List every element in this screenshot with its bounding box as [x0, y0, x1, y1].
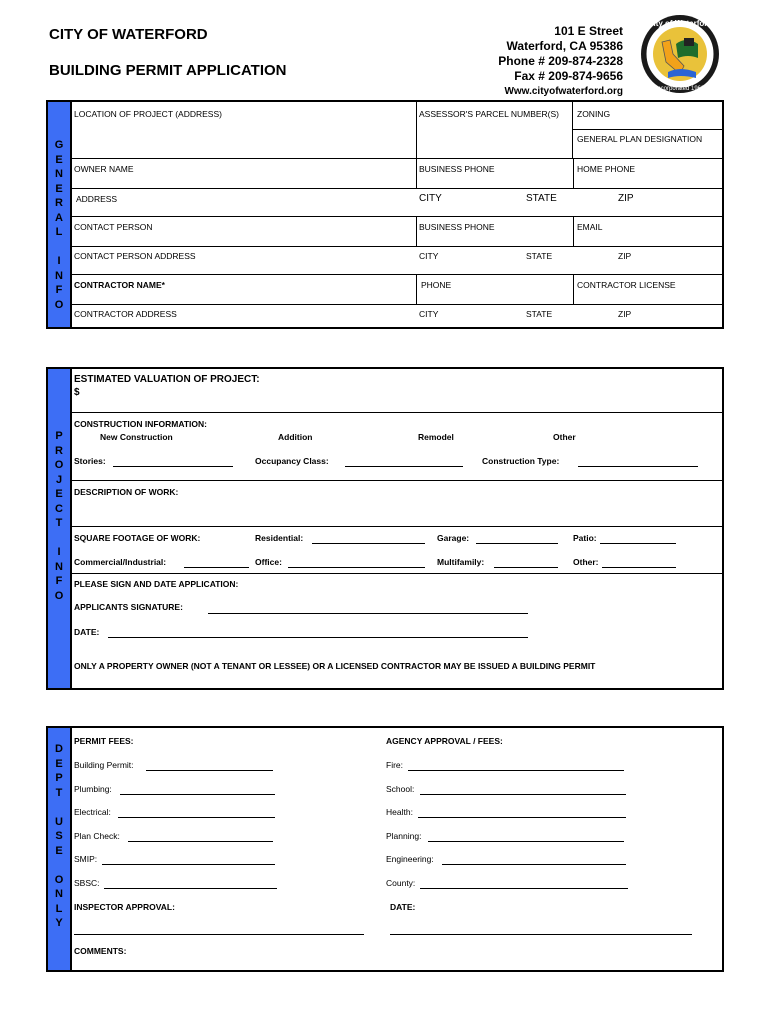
form-title: BUILDING PERMIT APPLICATION [49, 62, 287, 79]
plan-check-label: Plan Check: [74, 831, 120, 841]
city-seal-logo [640, 14, 720, 94]
general-info-sidebar [48, 102, 72, 327]
garage-label: Garage: [437, 533, 470, 543]
inspector-date-input[interactable] [390, 934, 692, 935]
residential-label: Residential: [255, 533, 304, 543]
other-sqft-input[interactable] [602, 567, 676, 568]
vertical-letter: N [55, 168, 63, 180]
electrical-input[interactable] [118, 817, 275, 818]
contractor-state-label: STATE [526, 309, 553, 319]
vertical-letter: R [55, 197, 63, 209]
svg-text:Incorporated 1969: Incorporated 1969 [655, 86, 705, 92]
smip-input[interactable] [102, 864, 275, 865]
dept-use-sidebar [48, 728, 72, 970]
divider [573, 158, 574, 188]
contact-row [72, 216, 722, 245]
addition-option[interactable]: Addition [278, 432, 313, 442]
planning-label: Planning: [386, 831, 422, 841]
vertical-letter: L [55, 902, 63, 915]
sbsc-label: SBSC: [74, 878, 100, 888]
vertical-letter: O [54, 459, 64, 471]
vertical-letter: R [55, 444, 63, 457]
vertical-letter [48, 858, 70, 873]
plumbing-input[interactable] [120, 794, 275, 795]
office-input[interactable] [288, 567, 425, 568]
permit-notice: ONLY A PROPERTY OWNER (NOT A TENANT OR LESSEE) OR A LICENSED CONTRACTOR MAY BE ISSUED A BUILDING PERMIT [74, 661, 596, 671]
plan-check-input[interactable] [128, 841, 273, 842]
divider [72, 526, 722, 527]
contact-address-label: CONTACT PERSON ADDRESS [74, 251, 196, 261]
general-plan-label: GENERAL PLAN DESIGNATION [577, 134, 703, 144]
office-label: Office: [255, 557, 282, 567]
zoning-label: ZONING [577, 109, 611, 119]
plumbing-label: Plumbing: [74, 784, 112, 794]
vertical-letter: E [55, 488, 63, 500]
project-info-vertical-label [48, 429, 70, 603]
construction-type-label: Construction Type: [482, 456, 560, 466]
city-label: CITY [419, 193, 442, 204]
vertical-letter: E [55, 182, 63, 195]
divider [573, 274, 574, 304]
construction-info-label: CONSTRUCTION INFORMATION: [74, 419, 207, 429]
construction-type-input[interactable] [578, 466, 698, 467]
sqft-label: SQUARE FOOTAGE OF WORK: [74, 533, 201, 543]
contractor-phone-label: PHONE [421, 280, 452, 290]
vertical-letter: E [55, 153, 63, 166]
commercial-label: Commercial/Industrial: [74, 557, 167, 567]
contractor-zip-label: ZIP [618, 309, 632, 319]
state-label: STATE [526, 193, 557, 204]
vertical-letter: O [54, 298, 64, 311]
city-name: CITY OF WATERFORD [49, 26, 208, 43]
vertical-letter: L [55, 226, 63, 238]
dept-use-section [46, 726, 724, 972]
building-permit-label: Building Permit: [74, 760, 134, 770]
vertical-letter: N [55, 269, 63, 282]
vertical-letter: I [57, 255, 61, 267]
vertical-letter: E [55, 757, 63, 770]
contractor-city-label: CITY [419, 309, 439, 319]
vertical-letter: T [55, 517, 63, 529]
commercial-input[interactable] [184, 567, 249, 568]
planning-input[interactable] [428, 841, 624, 842]
vertical-letter: O [54, 873, 64, 886]
business-phone-label: BUSINESS PHONE [419, 164, 495, 174]
vertical-letter: A [55, 211, 63, 224]
building-permit-input[interactable] [146, 770, 273, 771]
vertical-letter: P [55, 772, 63, 784]
garage-input[interactable] [476, 543, 558, 544]
vertical-letter: O [54, 589, 64, 602]
contractor-name-label: CONTRACTOR NAME* [74, 280, 165, 290]
owner-name-label: OWNER NAME [74, 164, 134, 174]
sign-date-label: PLEASE SIGN AND DATE APPLICATION: [74, 579, 239, 589]
multifamily-input[interactable] [494, 567, 558, 568]
vertical-letter [48, 800, 70, 815]
zip-label: ZIP [618, 193, 634, 204]
divider [416, 274, 417, 304]
vertical-letter: U [55, 815, 63, 828]
other-sqft-label: Other: [573, 557, 599, 567]
vertical-letter: I [57, 546, 61, 558]
vertical-letter: S [55, 830, 63, 842]
stories-label: Stories: [74, 456, 106, 466]
vertical-letter: P [55, 430, 63, 442]
comments-label: COMMENTS: [74, 946, 127, 956]
email-label: EMAIL [577, 222, 603, 232]
vertical-letter: Y [55, 917, 63, 929]
date-input[interactable] [108, 637, 528, 638]
vertical-letter: G [54, 139, 64, 151]
website-link[interactable]: Www.cityofwaterford.org [504, 86, 623, 97]
description-label: DESCRIPTION OF WORK: [74, 487, 179, 497]
divider [416, 158, 417, 188]
inspector-date-label: DATE: [390, 902, 416, 912]
multifamily-label: Multifamily: [437, 557, 485, 567]
street: 101 E Street [554, 24, 623, 38]
vertical-letter: J [55, 473, 63, 486]
patio-input[interactable] [600, 543, 676, 544]
sbsc-input[interactable] [104, 888, 277, 889]
contact-zip-label: ZIP [618, 251, 632, 261]
vertical-letter: T [55, 786, 63, 799]
permit-fees-label: PERMIT FEES: [74, 736, 134, 746]
vertical-letter [48, 531, 70, 546]
engineering-input[interactable] [442, 864, 626, 865]
project-info-sidebar [48, 369, 72, 688]
school-input[interactable] [420, 794, 626, 795]
valuation-dollar[interactable]: $ [74, 387, 80, 398]
phone-number: Phone # 209-874-2328 [498, 54, 623, 68]
fire-input[interactable] [408, 770, 624, 771]
patio-label: Patio: [573, 533, 597, 543]
general-info-section [46, 100, 724, 329]
new-construction-option[interactable]: New Construction [100, 432, 173, 442]
address-block [498, 24, 623, 99]
divider [72, 480, 722, 481]
address-label: ADDRESS [76, 194, 118, 204]
date-label: DATE: [74, 627, 100, 637]
signature-label: APPLICANTS SIGNATURE: [74, 602, 183, 612]
contact-state-label: STATE [526, 251, 553, 261]
health-input[interactable] [418, 817, 626, 818]
parcel-label: ASSESSOR'S PARCEL NUMBER(S) [419, 109, 560, 119]
other-option[interactable]: Other [553, 432, 576, 442]
vertical-letter: N [55, 888, 63, 900]
signature-input[interactable] [208, 613, 528, 614]
valuation-label: ESTIMATED VALUATION OF PROJECT: [74, 374, 260, 385]
divider [573, 216, 574, 246]
residential-input[interactable] [312, 543, 425, 544]
city-state-zip: Waterford, CA 95386 [506, 39, 623, 53]
svg-text:City of Waterford: City of Waterford [647, 19, 713, 28]
county-input[interactable] [420, 888, 628, 889]
divider [72, 573, 722, 574]
contractor-address-label: CONTRACTOR ADDRESS [74, 309, 177, 319]
divider [72, 412, 722, 413]
home-phone-label: HOME PHONE [577, 164, 636, 174]
vertical-letter: C [55, 502, 63, 515]
project-info-section [46, 367, 724, 690]
contractor-license-label: CONTRACTOR LICENSE [577, 280, 676, 290]
remodel-option[interactable]: Remodel [418, 432, 454, 442]
vertical-letter: F [55, 284, 63, 296]
contact-city-label: CITY [419, 251, 439, 261]
contact-business-phone-label: BUSINESS PHONE [419, 222, 495, 232]
general-info-vertical-label [48, 138, 70, 312]
county-label: County: [386, 878, 416, 888]
inspector-signature-input[interactable] [74, 934, 364, 935]
engineering-label: Engineering: [386, 854, 434, 864]
occupancy-label: Occupancy Class: [255, 456, 329, 466]
smip-label: SMIP: [74, 854, 98, 864]
fire-label: Fire: [386, 760, 403, 770]
divider [416, 216, 417, 246]
electrical-label: Electrical: [74, 807, 111, 817]
school-label: School: [386, 784, 415, 794]
stories-input[interactable] [113, 466, 233, 467]
health-label: Health: [386, 807, 413, 817]
vertical-letter: D [55, 743, 63, 755]
vertical-letter: N [55, 560, 63, 573]
contact-person-label: CONTACT PERSON [74, 222, 153, 232]
fax-number: Fax # 209-874-9656 [514, 69, 623, 83]
vertical-letter: F [55, 575, 63, 587]
dept-use-vertical-label [48, 742, 70, 931]
location-label: LOCATION OF PROJECT (ADDRESS) [74, 109, 222, 119]
vertical-letter [48, 240, 70, 255]
agency-approval-label: AGENCY APPROVAL / FEES: [386, 736, 503, 746]
inspector-approval-label: INSPECTOR APPROVAL: [74, 902, 175, 912]
occupancy-input[interactable] [345, 466, 463, 467]
vertical-letter: E [55, 844, 63, 857]
